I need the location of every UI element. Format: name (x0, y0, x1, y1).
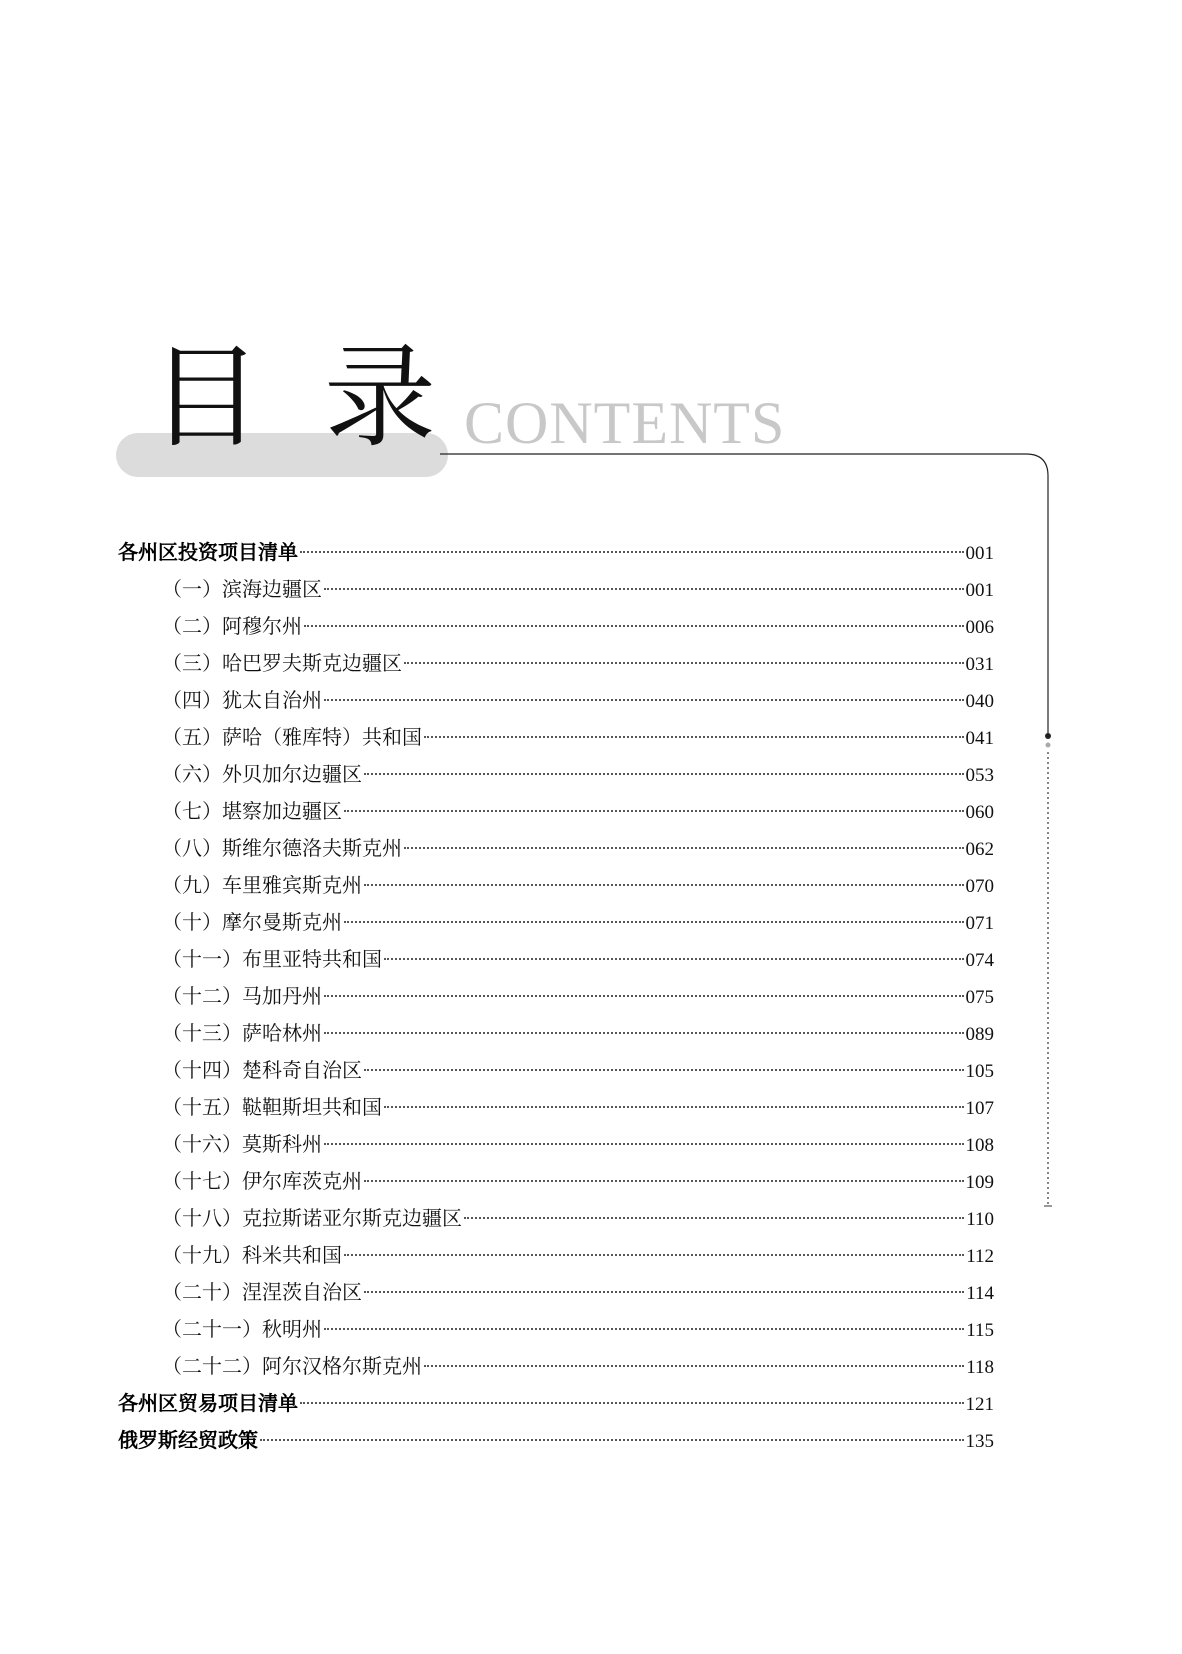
toc-page-number: 060 (965, 802, 994, 823)
dot-leader (364, 1069, 964, 1071)
toc-subsection-entry[interactable] (162, 721, 994, 753)
toc-subsection-entry[interactable] (162, 647, 994, 679)
dot-leader (324, 1143, 964, 1145)
toc-subsection-entry[interactable] (162, 869, 994, 901)
toc-subsection-entry[interactable] (162, 1091, 994, 1123)
toc-page-number: 031 (965, 654, 994, 675)
dot-leader (324, 699, 964, 701)
toc-page-number: 075 (965, 987, 994, 1008)
dot-leader (424, 1365, 964, 1367)
toc-entry-label: （八）斯维尔德洛夫斯克州 (162, 836, 402, 860)
toc-page-number: 089 (965, 1024, 994, 1045)
toc-page-number: 121 (965, 1394, 994, 1415)
toc-entry-label: （十五）鞑靼斯坦共和国 (162, 1095, 382, 1119)
toc-page-number: 112 (966, 1246, 994, 1267)
toc-entry-label: （十）摩尔曼斯克州 (162, 910, 342, 934)
toc-page-number: 115 (966, 1320, 994, 1341)
dot-leader (300, 551, 964, 553)
toc-page-number: 114 (966, 1283, 994, 1304)
toc-entry-label: （十八）克拉斯诺亚尔斯克边疆区 (162, 1206, 462, 1230)
toc-entry-label: （四）犹太自治州 (162, 688, 322, 712)
toc-entry-label: （十二）马加丹州 (162, 984, 322, 1008)
dot-leader (464, 1217, 964, 1219)
toc-page-number: 135 (965, 1431, 994, 1452)
dot-leader (324, 588, 964, 590)
dot-leader (404, 847, 964, 849)
toc-entry-label: 各州区贸易项目清单 (118, 1391, 298, 1415)
toc-page-number: 118 (966, 1357, 994, 1378)
dot-leader (344, 810, 964, 812)
toc-subsection-entry[interactable] (162, 1350, 994, 1382)
dot-leader (364, 773, 964, 775)
dot-leader (324, 1032, 964, 1034)
toc-page-number: 074 (965, 950, 994, 971)
toc-section-entry[interactable] (118, 536, 994, 568)
toc-page-number: 053 (965, 765, 994, 786)
toc-page-number: 001 (965, 543, 994, 564)
toc-entry-label: 俄罗斯经贸政策 (118, 1428, 258, 1452)
toc-subsection-entry[interactable] (162, 684, 994, 716)
dot-leader (324, 1328, 964, 1330)
toc-section-entry[interactable] (118, 1387, 994, 1419)
toc-entry-label: （十九）科米共和国 (162, 1243, 342, 1267)
toc-entry-label: （十六）莫斯科州 (162, 1132, 322, 1156)
toc-entry-label: （十七）伊尔库茨克州 (162, 1169, 362, 1193)
dot-leader (364, 1180, 964, 1182)
toc-entry-label: （二十二）阿尔汉格尔斯克州 (162, 1354, 422, 1378)
toc-subsection-entry[interactable] (162, 1276, 994, 1308)
toc-subsection-entry[interactable] (162, 980, 994, 1012)
toc-entry-label: （九）车里雅宾斯克州 (162, 873, 362, 897)
toc-entry-label: （六）外贝加尔边疆区 (162, 762, 362, 786)
toc-page-number: 006 (965, 617, 994, 638)
dot-leader (344, 1254, 964, 1256)
dot-leader (324, 995, 964, 997)
toc-entry-label: 各州区投资项目清单 (118, 540, 298, 564)
toc-subsection-entry[interactable] (162, 1202, 994, 1234)
toc-section-entry[interactable] (118, 1424, 994, 1456)
toc-subsection-entry[interactable] (162, 573, 994, 605)
page-title: 目录 (150, 333, 498, 463)
toc-subsection-entry[interactable] (162, 1054, 994, 1086)
toc-page-number: 110 (966, 1209, 994, 1230)
toc-page-number: 109 (965, 1172, 994, 1193)
dot-leader (424, 736, 964, 738)
toc-page-number: 107 (965, 1098, 994, 1119)
toc-subsection-entry[interactable] (162, 758, 994, 790)
toc-subsection-entry[interactable] (162, 1017, 994, 1049)
toc-page-number: 105 (965, 1061, 994, 1082)
toc-subsection-entry[interactable] (162, 1313, 994, 1345)
toc-page-number: 108 (965, 1135, 994, 1156)
dot-leader (364, 1291, 964, 1293)
toc-subsection-entry[interactable] (162, 795, 994, 827)
toc-entry-label: （二十）涅涅茨自治区 (162, 1280, 362, 1304)
toc-entry-label: （三）哈巴罗夫斯克边疆区 (162, 651, 402, 675)
toc-page-number: 041 (965, 728, 994, 749)
toc-subsection-entry[interactable] (162, 610, 994, 642)
toc-page-number: 070 (965, 876, 994, 897)
toc-subsection-entry[interactable] (162, 1128, 994, 1160)
dot-leader (304, 625, 964, 627)
toc-page-number: 071 (965, 913, 994, 934)
page-title-english: CONTENTS (464, 390, 786, 456)
toc-entry-label: （十四）楚科奇自治区 (162, 1058, 362, 1082)
toc-subsection-entry[interactable] (162, 832, 994, 864)
toc-entry-label: （十三）萨哈林州 (162, 1021, 322, 1045)
dot-leader (404, 662, 964, 664)
toc-entry-label: （二十一）秋明州 (162, 1317, 322, 1341)
toc-subsection-entry[interactable] (162, 943, 994, 975)
dot-leader (260, 1439, 964, 1441)
toc-page-number: 062 (965, 839, 994, 860)
dot-leader (384, 958, 964, 960)
dot-leader (300, 1402, 964, 1404)
toc-page-number: 001 (965, 580, 994, 601)
dot-leader (384, 1106, 964, 1108)
dot-leader (344, 921, 964, 923)
toc-entry-label: （七）堪察加边疆区 (162, 799, 342, 823)
toc-entry-label: （十一）布里亚特共和国 (162, 947, 382, 971)
toc-subsection-entry[interactable] (162, 1165, 994, 1197)
toc-entry-label: （五）萨哈（雅库特）共和国 (162, 725, 422, 749)
toc-page-number: 040 (965, 691, 994, 712)
toc-entry-label: （二）阿穆尔州 (162, 614, 302, 638)
dot-leader (364, 884, 964, 886)
toc-entry-label: （一）滨海边疆区 (162, 577, 322, 601)
toc-subsection-entry[interactable] (162, 1239, 994, 1271)
toc-subsection-entry[interactable] (162, 906, 994, 938)
